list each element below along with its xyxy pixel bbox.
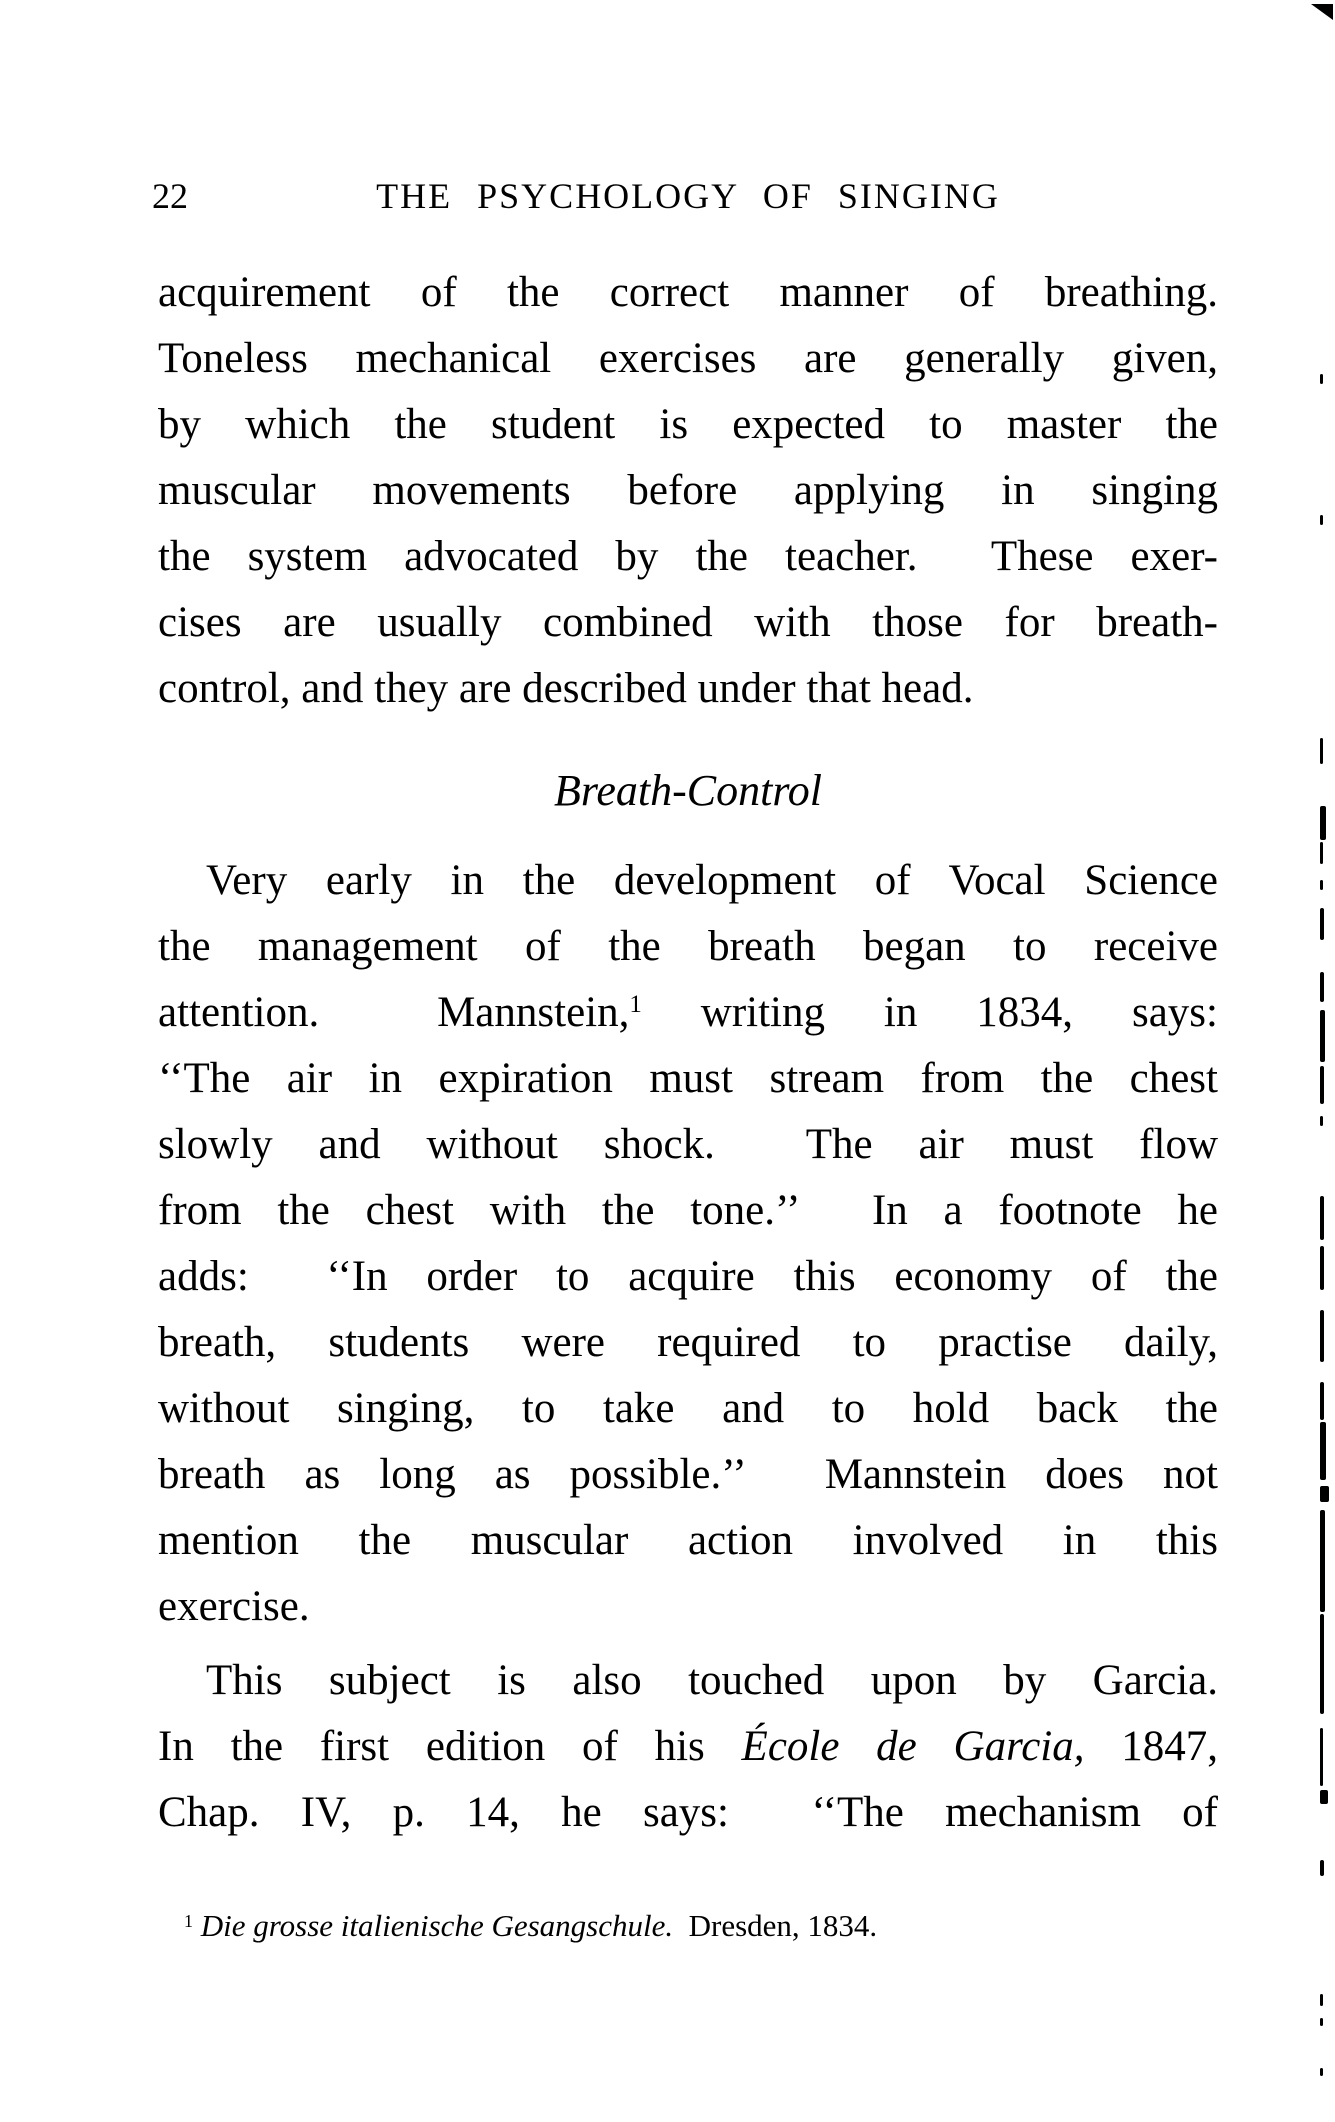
page-edge-artifact: [1320, 1066, 1324, 1104]
page-edge-artifact: [1320, 908, 1324, 940]
text-line: [158, 590, 1218, 656]
page-edge-artifact: [1320, 1614, 1324, 1714]
page-edge-artifact: [1320, 2068, 1323, 2076]
text-line: [158, 260, 1218, 326]
text-line: [158, 1310, 1218, 1376]
paragraph-2: [158, 848, 1218, 1640]
page-edge-artifact: [1320, 972, 1324, 1002]
page-edge-artifact: [1320, 374, 1323, 384]
paragraph-1: [158, 260, 1218, 722]
text-segment: cises are usually combined with those for breath-: [158, 599, 1218, 646]
page-edge-artifact: [1320, 806, 1326, 840]
text-line: [158, 1046, 1218, 1112]
page-body: [158, 260, 1218, 1948]
text-line: [158, 914, 1218, 980]
page-edge-artifact: [1320, 880, 1323, 890]
page-edge-artifact: [1320, 1860, 1324, 1876]
page-edge-artifact: [1320, 738, 1323, 764]
text-segment: Dresden, 1834.: [673, 1908, 878, 1943]
text-segment: writing in 1834, says:: [641, 989, 1218, 1036]
page-header: [152, 176, 1218, 220]
page-edge-artifact: [1320, 1246, 1324, 1290]
text-segment: exercise.: [158, 1583, 310, 1630]
page-edge-artifact: [1320, 2018, 1323, 2026]
text-line: [158, 1178, 1218, 1244]
page-edge-artifact: [1320, 1196, 1324, 1240]
text-segment: This subject is also touched upon by Garcia.: [206, 1657, 1218, 1704]
text-line: [158, 1714, 1218, 1780]
running-title: THE PSYCHOLOGY OF SINGING: [376, 176, 1000, 216]
text-segment: acquirement of the correct manner of breathing.: [158, 269, 1218, 316]
text-segment: 1847,: [1084, 1723, 1218, 1770]
text-line: [158, 1508, 1218, 1574]
text-segment: from the chest with the tone.’’ In a footnote he: [158, 1187, 1218, 1234]
text-segment: Toneless mechanical exercises are generally given,: [158, 335, 1218, 382]
footnote-line: [158, 1904, 1218, 1948]
footnote-reference-mark: 1: [184, 1911, 193, 1931]
text-segment: by which the student is expected to master the: [158, 401, 1218, 448]
text-segment: slowly and without shock. The air must flow: [158, 1121, 1218, 1168]
page-number: 22: [152, 176, 188, 216]
text-segment: the system advocated by the teacher. These exer-: [158, 533, 1218, 580]
page-edge-artifact: [1320, 1486, 1329, 1502]
page-edge-artifact: [1320, 1728, 1323, 1786]
text-segment: attention. Mannstein,: [158, 989, 630, 1036]
text-segment: ‘‘The air in expiration must stream from the chest: [158, 1055, 1218, 1102]
text-line: [158, 656, 1218, 722]
text-line: [158, 392, 1218, 458]
text-segment: In the first edition of his: [158, 1723, 742, 1770]
page-edge-artifact: [1320, 1116, 1323, 1126]
text-segment: mention the muscular action involved in this: [158, 1517, 1218, 1564]
page-corner-artifact: [1311, 4, 1333, 20]
paragraph-3: [158, 1648, 1218, 1846]
text-line: [158, 1442, 1218, 1508]
text-line: [158, 980, 1218, 1046]
text-segment: control, and they are described under that head.: [158, 665, 974, 712]
text-line: [158, 1244, 1218, 1310]
text-line: [158, 458, 1218, 524]
text-line: [158, 1376, 1218, 1442]
text-segment: without singing, to take and to hold back the: [158, 1385, 1218, 1432]
text-segment: the management of the breath began to receive: [158, 923, 1218, 970]
text-line: [158, 524, 1218, 590]
text-line: [158, 1780, 1218, 1846]
section-heading: Breath-Control: [553, 766, 823, 815]
italic-text: École de Garcia,: [741, 1723, 1085, 1770]
text-segment: Very early in the development of Vocal Science: [206, 857, 1218, 904]
page-edge-artifact: [1320, 1010, 1325, 1062]
footnote-reference-mark: 1: [629, 991, 642, 1018]
page-edge-artifact: [1320, 1510, 1325, 1612]
italic-text: Die grosse italienische Gesangschule.: [192, 1908, 674, 1943]
text-segment: muscular movements before applying in singing: [158, 467, 1218, 514]
page-edge-artifact: [1320, 1382, 1324, 1420]
text-segment: Chap. IV, p. 14, he says: ‘‘The mechanism of: [158, 1789, 1218, 1836]
page-edge-artifact: [1320, 842, 1323, 864]
page-edge-artifact: [1320, 1310, 1324, 1362]
text-line: [158, 1112, 1218, 1178]
text-segment: adds: ‘‘In order to acquire this economy of the: [158, 1253, 1218, 1300]
text-line: [158, 326, 1218, 392]
text-line: [158, 1648, 1218, 1714]
text-segment: breath, students were required to practise daily,: [158, 1319, 1218, 1366]
page-edge-artifact: [1320, 515, 1323, 525]
text-line: [158, 1574, 1218, 1640]
page-edge-artifact: [1320, 1994, 1323, 2006]
page-edge-artifact: [1320, 1790, 1328, 1804]
text-line: [158, 848, 1218, 914]
page-edge-artifact: [1320, 1422, 1326, 1480]
text-segment: breath as long as possible.’’ Mannstein does not: [158, 1451, 1218, 1498]
footnote-1: [158, 1904, 1218, 1948]
